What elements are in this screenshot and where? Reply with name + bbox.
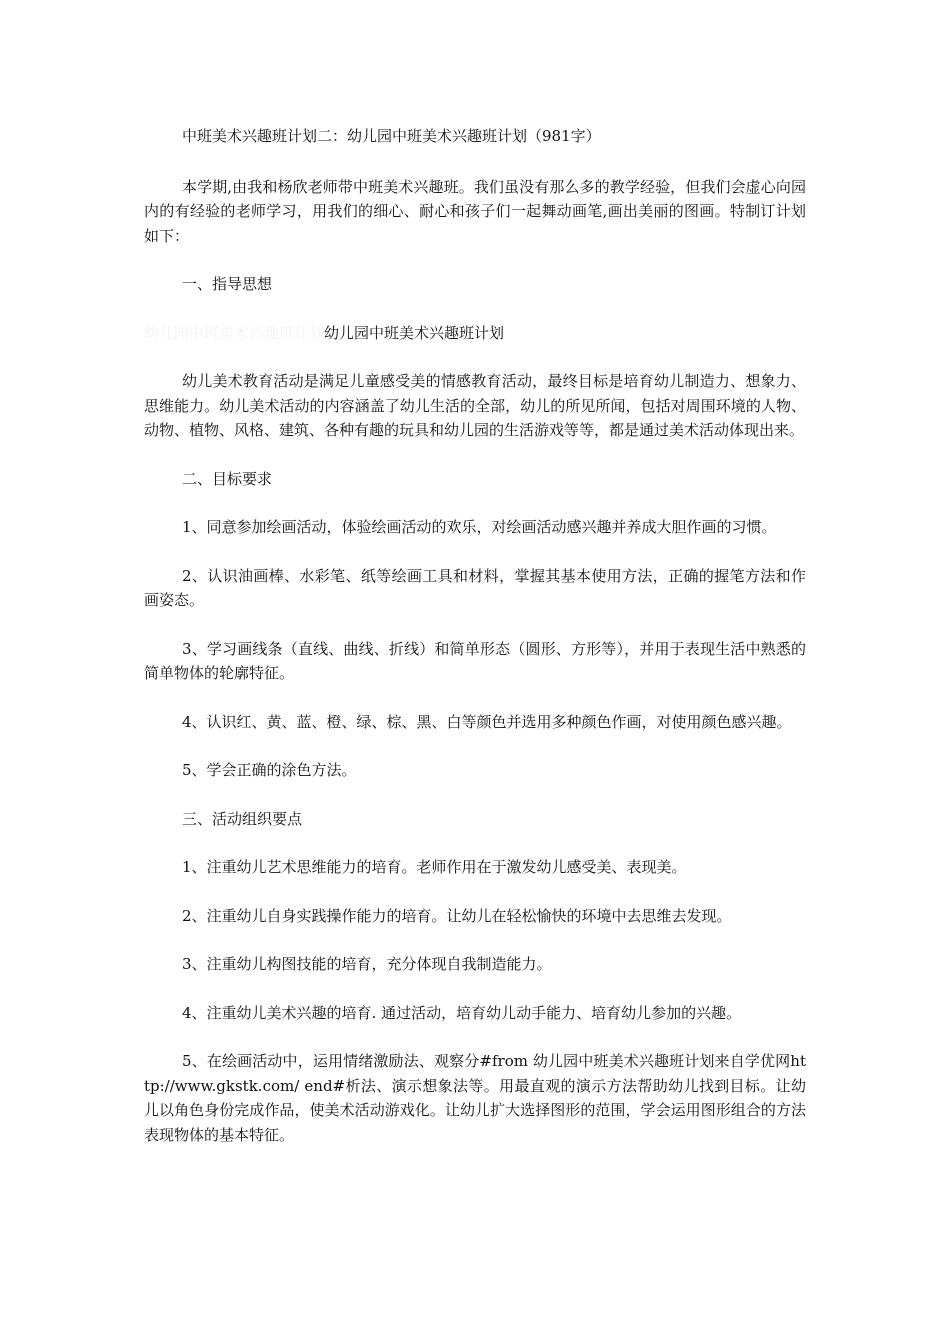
goal-item-1: 1、同意参加绘画活动，体验绘画活动的欢乐，对绘画活动感兴趣并养成大胆作画的习惯。 — [182, 518, 777, 536]
point-item-4: 4、注重幼儿美术兴趣的培育. 通过活动，培育幼儿动手能力、培育幼儿参加的兴趣。 — [182, 1003, 742, 1022]
section-heading-goals: 二、目标要求 — [182, 469, 273, 488]
point-item-3: 3、注重幼儿构图技能的培育，充分体现自我制造能力。 — [182, 955, 552, 973]
section-heading-activity-points: 三、活动组织要点 — [182, 809, 303, 828]
point-item-5: 5、在绘画活动中，运用情绪激励法、观察分#from 幼儿园中班美术兴趣班计划来自学优网http://www.gkstk.com/ end#析法、演示想象法等。用最直观的演示方法帮助幼儿找到目标。让幼儿以角色身份完成作品，使美术活动游戏化。让幼儿扩大选择图形的范围，学会运用图形组合的方法表现物体的基本特征。 — [144, 1052, 806, 1144]
point-item-1: 1、注重幼儿艺术思维能力的培育。老师作用在于激发幼儿感受美、表现美。 — [182, 858, 687, 876]
goal-item-4: 4、认识红、黄、蓝、橙、绿、棕、黑、白等颜色并选用多种颜色作画，对使用颜色感兴趣。 — [182, 712, 792, 731]
guiding-ideas-paragraph: 幼儿美术教育活动是满足儿童感受美的情感教育活动，最终目标是培育幼儿制造力、想象力、思维能力。幼儿美术活动的内容涵盖了幼儿生活的全部，幼儿的所见所闻，包括对周围环境的人物、动物、植物、风格、建筑、各种有趣的玩具和幼儿园的生活游戏等等，都是通过美术活动体现出来。 — [144, 372, 806, 439]
point-item-2: 2、注重幼儿自身实践操作能力的培育。让幼儿在轻松愉快的环境中去思维去发现。 — [182, 906, 732, 925]
section-heading-guiding-ideas: 一、指导思想 — [182, 275, 273, 293]
watermark-line — [144, 321, 806, 346]
goal-item-3: 3、学习画线条（直线、曲线、折线）和简单形态（圆形、方形等），并用于表现生活中熟悉的简单物体的轮廓特征。 — [144, 639, 806, 682]
document-title: 中班美术兴趣班计划二：幼儿园中班美术兴趣班计划（981字） — [182, 127, 601, 145]
document-page — [144, 124, 806, 1171]
watermark-title-text: 幼儿园中班美术兴趣班计划 — [324, 323, 505, 342]
intro-paragraph: 本学期,由我和杨欣老师带中班美术兴趣班。我们虽没有那么多的教学经验，但我们会虚心向园内的有经验的老师学习，用我们的细心、耐心和孩子们一起舞动画笔,画出美丽的图画。特制订计划如下： — [144, 177, 806, 245]
faint-watermark-text: 幼儿园中班美术兴趣班计划 — [144, 323, 325, 342]
goal-item-2: 2、认识油画棒、水彩笔、纸等绘画工具和材料，掌握其基本使用方法，正确的握笔方法和作画姿态。 — [144, 566, 806, 609]
goal-item-5: 5、学会正确的涂色方法。 — [182, 761, 357, 779]
